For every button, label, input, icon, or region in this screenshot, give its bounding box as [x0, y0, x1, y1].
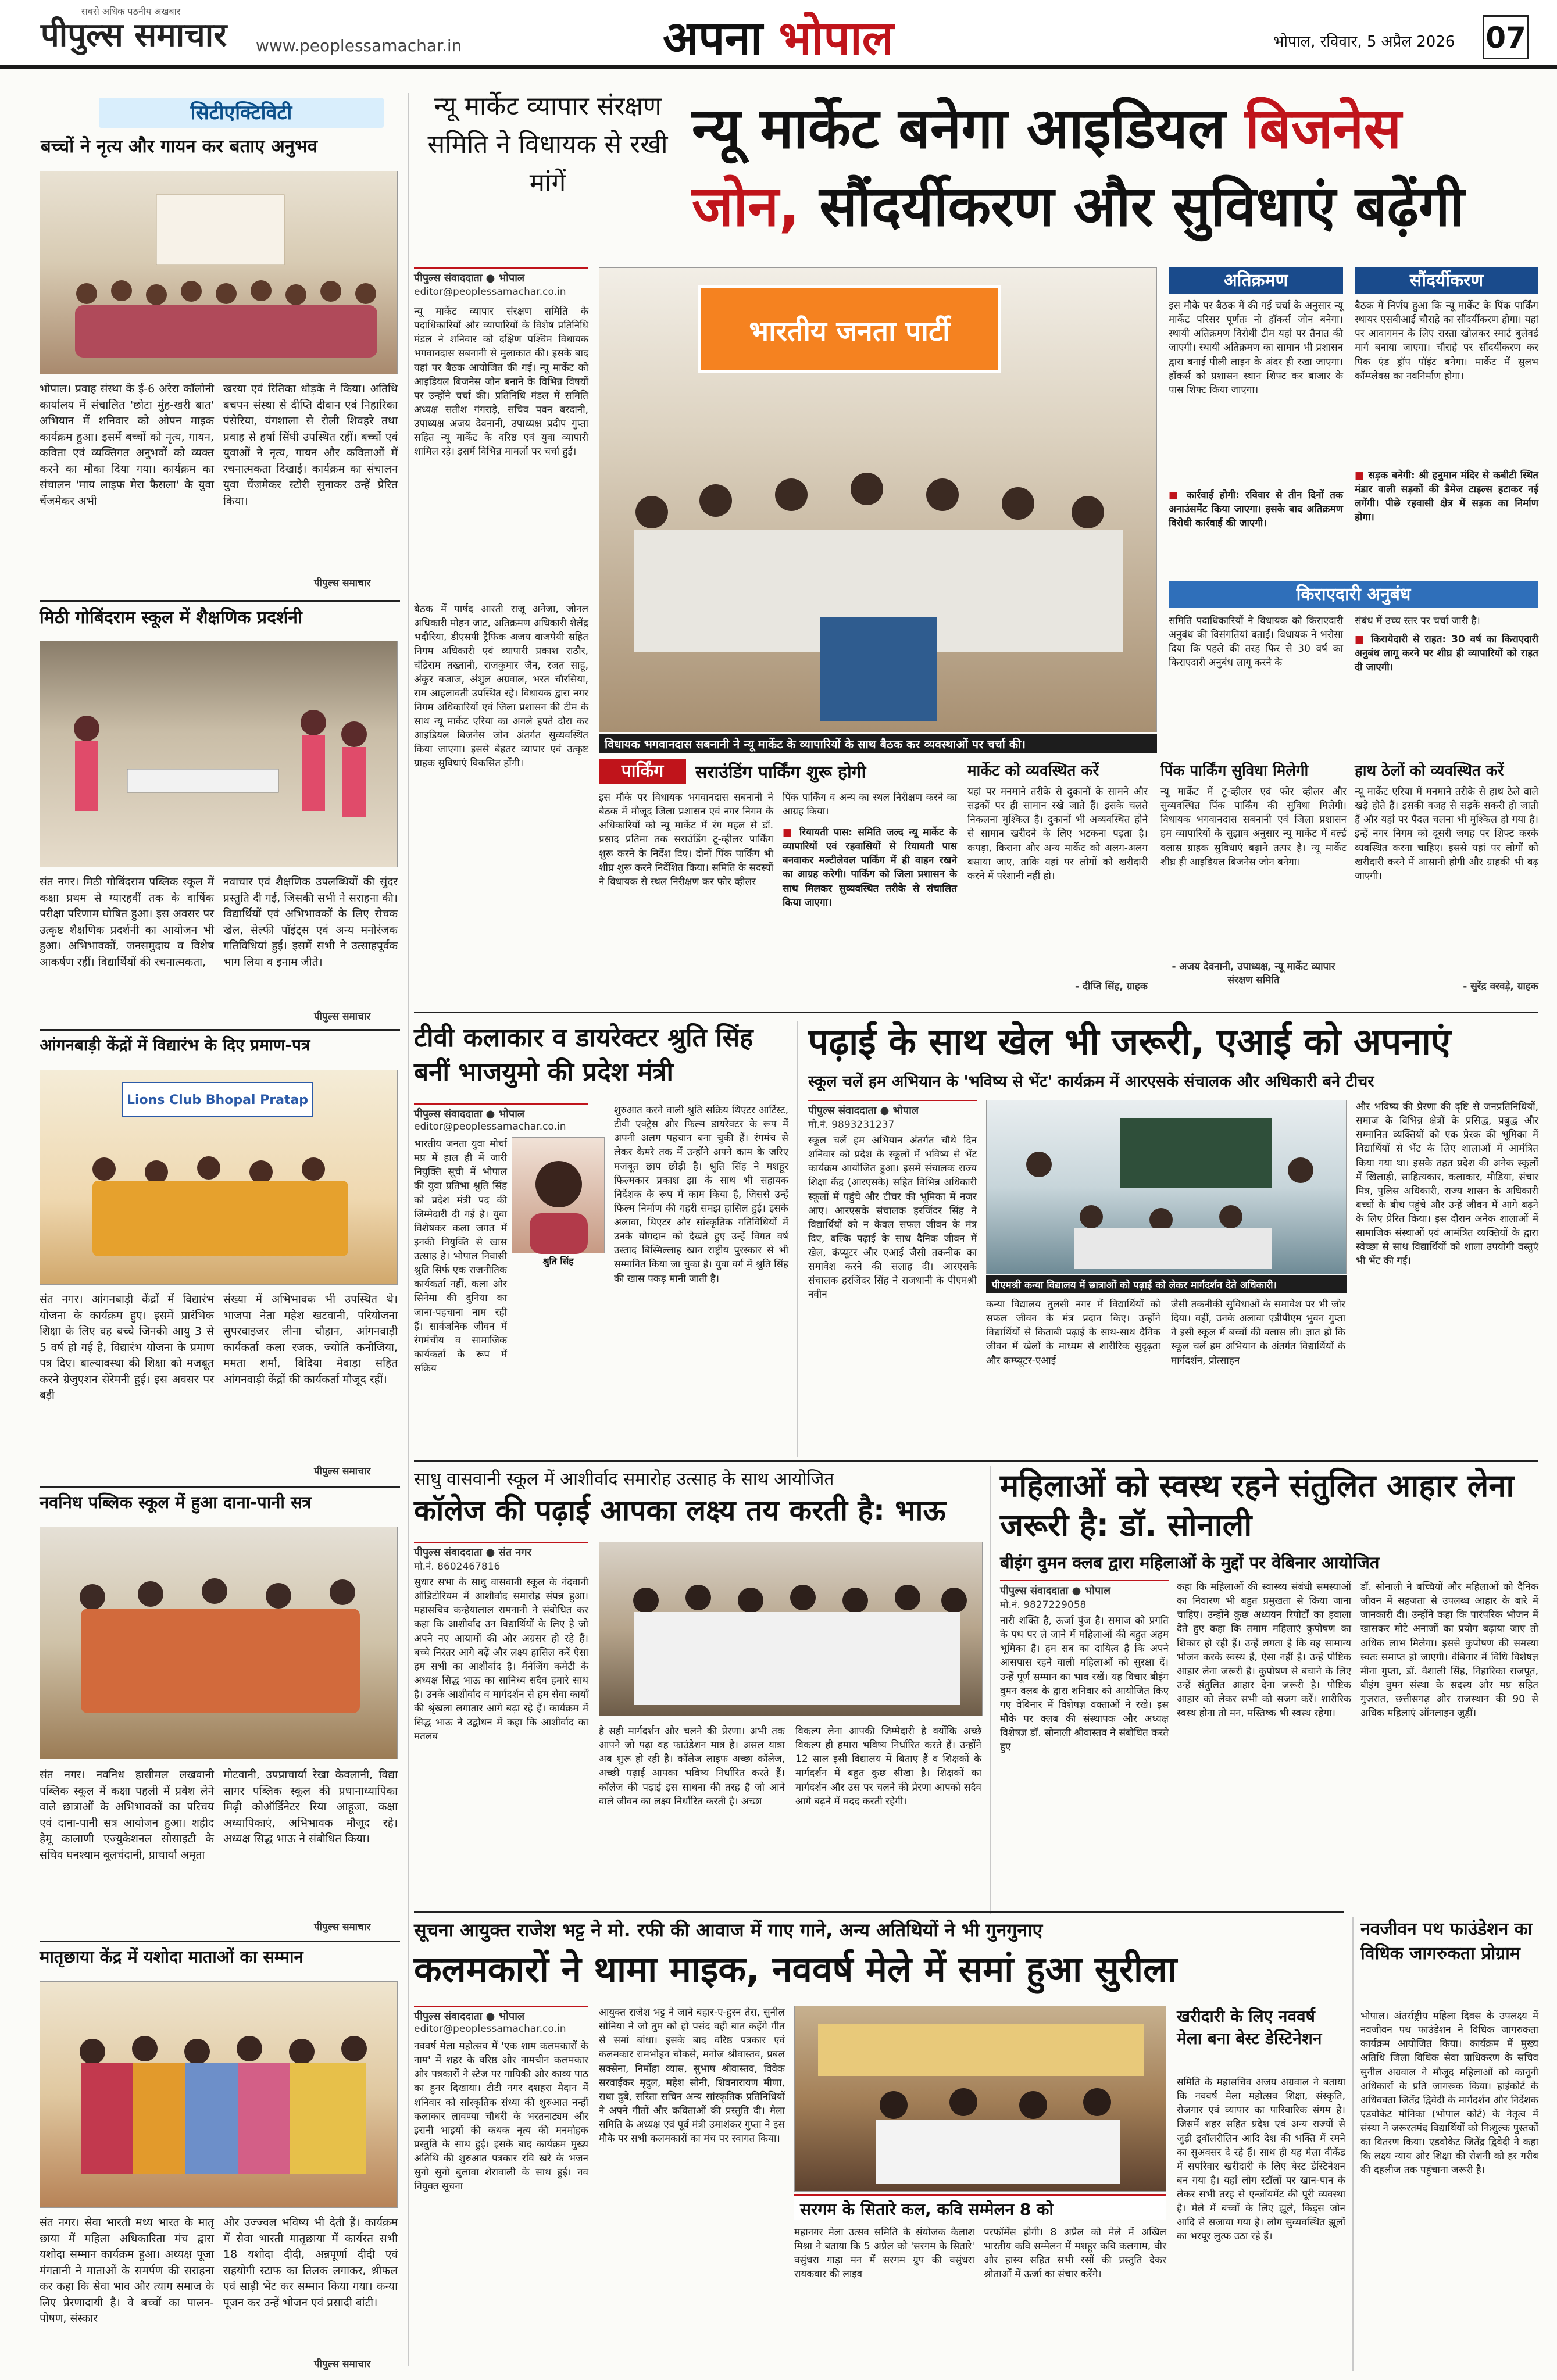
college-photo [599, 1542, 983, 1716]
lead-byline: पीपुल्स संवाददाता ● भोपाल [414, 267, 588, 286]
encroachment-action: ■ कार्रवाई होगी: रविवार से तीन दिनों तक अनाउंसमेंट किया जाएगा। इसके बाद अतिक्रमण विरोधी कार्रवाई की जाएगी। [1169, 488, 1343, 576]
tenancy-body-b: संबंध में उच्च स्तर पर चर्चा जारी है। [1355, 615, 1480, 627]
actress-headline[interactable]: टीवी कलाकार व डायरेक्टर श्रुति सिंह बनीं भाजयुमो की प्रदेश मंत्री [414, 1023, 753, 1088]
encroachment-body: इस मौके पर बैठक में की गई चर्चा के अनुसार न्यू मार्केट परिसर पूर्णतः नो हॉकर्स जोन बनेगा। स्थायी अतिक्रमण विरोधी टीम यहां पर तैनात की जाएगी। स्थायी अतिक्रमण का सामान भी प्रशासन द्वारा बनाई पीली लाइन के अंदर ही रखा जाएगा। हॉकर्स को प्रशासन स्थान शिफ्ट कर बाजार के पास शिफ्ट किया जाएगा। [1169, 300, 1343, 396]
lead-headline-line1[interactable]: न्यू मार्केट बनेगा आइडियल बिजनेस [692, 96, 1402, 161]
school-exhibition-photo [40, 641, 398, 867]
mothers-credit: पीपुल्स समाचार [314, 2358, 371, 2370]
city-activity-headline[interactable]: बच्चों ने नृत्य और गायन कर बताए अनुभव [41, 136, 318, 157]
actress-byline: पीपुल्स संवाददाता ● भोपाल [414, 1103, 588, 1121]
quote-3-body: न्यू मार्केट एरिया में मनमाने तरीके से हाथ ठेले वाले खड़े होते हैं। इसकी वजह से सड़कें सकरी हो जाती हैं और यहां पर पैदल चलना भी मुश्किल हो गया है। इन्हें नगर निगम को दूसरी जगह पर शिफ्ट करके व्यवस्थित करना चाहिए। इससे यहां पर लोगों को खरीदारी करने में आसानी होगी और ग्राहकी भी बढ़ जाएगी। [1355, 786, 1538, 882]
education-body-a: स्कूल चलें हम अभियान अंतर्गत चौथे दिन शनिवार को प्रदेश के स्कूलों में भविष्य से भेंट कार्यक्रम आयोजित हुआ। इसमें संचालक राज्य शिक्षा केंद्र (आरएसके) सहित विभिन्न अधिकारी स्कूलों में पहुंचे और टीचर की भूमिका में नजर आए। आरएसके संचालक हरजिंदर सिंह ने विद्यार्थियों को न केवल सफल जीवन के मंत्र दिए, बल्कि पढ़ाई के साथ दैनिक जीवन में खेल, कंप्यूटर और एआई जैसी तकनीक का समावेश करने की सलाह दी। आरएसके संचालक हरजिंदर सिंह ने राजधानी के पीएमश्री नवीन [808, 1135, 977, 1301]
navjeevan-body: भोपाल। अंतर्राष्ट्रीय महिला दिवस के उपलक्ष्य में नवजीवन पथ फाउंडेशन ने विधिक जागरुकता कार्यक्रम आयोजित किया। कार्यक्रम में मुख्य अतिथि जिला विधिक सेवा प्राधिकरण के सचिव सुनील अग्रवाल ने मौजूद महिलाओं को कानूनी अधिकारों के प्रति जागरूक किया। हाईकोर्ट के अधिवक्ता जितेंद्र द्विवेदी के मार्गदर्शन और निर्देशक एडवोकेट मोनिका (भोपाल कोर्ट) के नेतृत्व में संस्था ने जरूरतमंद विद्यार्थियों को निःशुल्क पुस्तकों का वितरण किया। एडवोकेट जितेंद्र द्विवेदी ने कहा कि लक्ष्य न्याय और शिक्षा की रोशनी को हर गरीब की दहलीज तक पहुंचाना जरूरी है। [1360, 2010, 1538, 2177]
quote-2-body: न्यू मार्केट में टू-व्हीलर एवं फोर व्हीलर और सुव्यवस्थित पिंक पार्किंग की सुविधा मिलेगी। विधायक भगवानदास सबनानी एवं जिला प्रशासन हम व्यापारियों के सुझाव अनुसार न्यू मार्केट में वर्ल्ड क्लास ग्राहक सुविधाएं बढ़ाने तत्पर है। न्यू मार्केट शीघ्र ही आइडियल बिजनेस जोन बनेगा। [1160, 786, 1347, 868]
actress-photo-label: श्रुति सिंह [542, 1256, 574, 1267]
lead-body-a: न्यू मार्केट व्यापार संरक्षण समिति के पदाधिकारियों और व्यापारियों के विशेष प्रतिनिधि मंडल ने शनिवार को दक्षिण पश्चिम विधायक भगवानदास सबनानी से मुलाकात की। इसके बाद यहां पर बैठक आयोजित की गई। न्यू मार्केट को आइडियल बिजनेस जोन बनाने के विभिन्न विषयों पर उन्होंने चर्चा की। प्रतिनिधि मंडल में समिति अध्यक्ष सतीश गंगराड़े, सचिव पवन बरदानी, उपाध्यक्ष अजय देवनानी, उपाध्यक्ष प्रदीप गुप्ता सहित न्यू मार्केट के वरिष्ठ एवं युवा व्यापारी शामिल रहे। इसमें विभिन्न मामलों पर चर्चा हुई। [414, 306, 588, 458]
women-deck: बीइंग वुमन क्लब द्वारा महिलाओं के मुद्दों पर वेबिनार आयोजित [1000, 1553, 1380, 1573]
quote-1-author: - दीप्ति सिंह, ग्राहक [1074, 981, 1148, 992]
parking-tag: पार्किंग [599, 759, 686, 784]
mela-body-b: आयुक्त राजेश भट्ट ने जाने बहार-ए-हुस्न तेरा, सुनील सोनिया ने जो तुम को हो पसंद वही बात कहेंगे गीत से समां बांधा। इसके बाद वरिष्ठ पत्रकार एवं कलमकार रामभोहन चौकसे, मनोज श्रीवास्तव, प्रबल सक्सेना, निर्मोहा व्यास, सुभाष श्रीवास्तव, विवेक सरवाईकर मृदुल, महेश सोनी, शिवनारायण मीणा, राधा दुबे, सरिता सचिन अन्य सांस्कृतिक प्रतिनिधियों ने अपने गीतों और कविताओं की प्रस्तुति दी। मेला समिति के अध्यक्ष एवं पूर्व मंत्री उमाशंकर गुप्ता ने इस मौके पर सभी कलमकारों का मंच पर स्वागत किया। [599, 2007, 785, 2145]
section-title: अपना भोपाल [663, 11, 894, 65]
anganwadi-credit: पीपुल्स समाचार [314, 1466, 371, 1477]
water-camp-body-b: मोटवानी, उपप्राचार्या रेखा केवलानी, विद्या सागर पब्लिक स्कूल की प्रधानाध्यापिका मिढ़ी कोऑर्डिनेटर रिया आहूजा, कक्षा अध्यापिकाएं, अभिभावक मौजूद रहे। अध्यक्ष सिद्ध भाऊ ने संबोधित किया। [223, 1768, 398, 1846]
parking-action: ■ रियायती पास: समिति जल्द न्यू मार्केट के व्यापारियों एवं रहवासियों से रियायती पास बनवाकर मल्टीलेवल पार्किंग में ही वाहन रखने का आग्रह करेगी। पार्किंग को जिला प्रशासन के साथ मिलकर सुव्यवस्थित तरीके से संचालित किया जाएगा। [783, 827, 957, 909]
navjeevan-headline[interactable]: नवजीवन पथ फाउंडेशन का विधिक जागरुकता प्रोग्राम [1360, 1919, 1533, 1964]
tenancy-action: ■ किरायेदारी से राहत: 30 वर्ष का किराएदारी अनुबंध लागू करने पर शीघ्र ही व्यापारियों को राहत दी जाएगी। [1355, 634, 1539, 674]
mela-shop-body: समिति के महासचिव अजय अग्रवाल ने बताया कि नववर्ष मेला महोत्सव शिक्षा, संस्कृति, रोजगार एवं व्यापार का पारिवारिक संगम है। जिसमें शहर सहित प्रदेश एवं अन्य राज्यों से जुड़ी ड्वॉलरीलिन आदि देश की भक्ति में रमने का सुअवसर दे रहे हैं। साथ ही यह मेला वीकेंड में सपरिवार खरीदारी के लिए बेस्ट डेस्टिनेशन बन गया है। यहां लोग स्टॉलों पर खान-पान के लेकर सभी तरह से एन्जॉयमेंट की पूरी व्यवस्था है। मेले में बच्चों के लिए झूले, किड्स जोन आदि से सजाया गया है। लोग सुव्यवस्थित झूलों का भरपूर लुत्फ उठा रहे हैं। [1177, 2077, 1345, 2243]
anganwadi-body-b: संख्या में अभिभावक भी उपस्थित थे। भाजपा नेता महेश खटवानी, परियोजना सुपरवाइजर लीना चौहान, आंगनवाड़ी कार्यकर्ता कला रजक, ज्योति कनौजिया, ममता शर्मा, विदिया मेवाड़ा सहित आंगनवाड़ी केंद्रों की कार्यकर्ता मौजूद रहीं। [223, 1293, 398, 1386]
education-deck: स्कूल चलें हम अभियान के 'भविष्य से भेंट' कार्यक्रम में आरएसके संचालक और अधिकारी बने टीचर [808, 1073, 1374, 1091]
masthead [0, 0, 1557, 69]
divider [414, 1911, 1344, 1913]
quote-3-title: हाथ ठेलों को व्यवस्थित करें [1355, 762, 1504, 780]
mothers-photo [40, 1981, 398, 2208]
mothers-headline[interactable]: मातृछाया केंद्र में यशोदा माताओं का सम्मान [40, 1947, 303, 1967]
column-divider [990, 1466, 991, 1914]
column-divider [408, 93, 409, 2366]
lead-headline-line2[interactable]: जोन, सौंदर्यीकरण और सुविधाएं बढ़ेंगी [692, 174, 1465, 239]
tenancy-title: किराएदारी अनुबंध [1169, 581, 1538, 608]
women-body-c: डॉ. सोनाली ने बच्चियों और महिलाओं को दैनिक जीवन में सहजता से उपलब्ध आहार के बारे में जानकारी दी। उन्होंने कहा कि पारंपरिक भोजन में खासकर मोटे अनाजों का प्रयोग बढ़ाया जाए तो अधिक लाभ मिलेगा। इससे कुपोषण की समस्या स्वतः समाप्त हो जाएगी। वेबिनार में विधि विशेषज्ञ मीना गुप्ता, डॉ. वैशाली सिंह, निहारिका राजपूत, बीइंग वुमन संस्था के सदस्य और मप्र सहित गुजरात, छत्तीसगढ़ और राजस्थान की 90 से अधिक महिलाएं ऑनलाइन जुड़ीं। [1360, 1581, 1538, 1720]
mela-body-d: परफॉर्मेंस होगी। 8 अप्रैल को मेले में अखिल भारतीय कवि सम्मेलन में मशहूर कवि कलगाम, वीर और हास्य सहित सभी रसों की प्रस्तुति देकर श्रोताओं में ऊर्जा का संचार करेंगे। [984, 2227, 1166, 2281]
women-body-b: कहा कि महिलाओं की स्वास्थ्य संबंधी समस्याओं का निवारण भी बहुत प्रमुखता से किया जाना चाहिए। उन्होंने कुछ अध्ययन रिपोर्टों का हवाला देते हुए कहा कि तमाम महिलाएं कुपोषण का शिकार हो रही हैं। उन्हें लगता है कि वह सामान्य भोजन करके स्वस्थ हैं, ऐसा नहीं है। उन्हें पौष्टिक आहार लेना जरूरी है। कुपोषण से बचाने के लिए उन्हें संतुलित आहार देना जरूरी है। पौष्टिक आहार को लेकर सभी को सजग करें। शारीरिक स्वस्थ होना तो मन, मस्तिष्क भी स्वस्थ रहेगा। [1177, 1581, 1351, 1720]
water-camp-body-a: संत नगर। नवनिध हासीमल लखवानी पब्लिक स्कूल में कक्षा पहली में प्रवेश लेने वाले छात्राओं के अभिभावकों का परिचय एवं दाना-पानी सत्र आयोजन हुआ। शहीद हेमू कालाणी एज्युकेशनल सोसाइटी के सचिव घनश्याम बूलचंदानी, प्राचार्या अमृता [40, 1768, 214, 1861]
divider [414, 1012, 1538, 1013]
column-divider [797, 1021, 798, 1457]
quote-2-title: पिंक पार्किंग सुविधा मिलेगी [1160, 762, 1309, 780]
quote-3-author: - सुरेंद्र वरवड़े, ग्राहक [1463, 981, 1538, 992]
education-byline: पीपुल्स संवाददाता ● भोपाल [808, 1100, 977, 1117]
education-photo [986, 1100, 1347, 1274]
newspaper-logo[interactable]: सबसे अधिक पठनीय अखबार पीपुल्स समाचार [41, 6, 227, 54]
anganwadi-photo [40, 1070, 398, 1285]
divider [40, 1941, 400, 1942]
education-headline[interactable]: पढ़ाई के साथ खेल भी जरूरी, एआई को अपनाएं [808, 1020, 1451, 1063]
city-activity-credit: पीपुल्स समाचार [314, 577, 371, 589]
mela-headline[interactable]: कलमकारों ने थामा माइक, नववर्ष मेले में समां हुआ सुरीला [414, 1948, 1177, 1991]
mela-body-a: नववर्ष मेला महोत्सव में 'एक शाम कलमकारों के नाम' में शहर के वरिष्ठ और नामचीन कलमकार और पत्रकारों ने स्टेज पर गायिकी और काव्य पाठ का हुनर दिखाया। टीटी नगर दशहरा मैदान में शनिवार को सांस्कृतिक संध्या की शुरुआत नन्हीं कलाकार लावण्या चौधरी के भरतनाट्यम और इरानी भाइयों की कथक नृत्य की मनमोहक प्रस्तुति के साथ हुई। इसके बाद कार्यक्रम मुख्य अतिथि की शुरुआत पत्रकार रवि खरे के भजन सुनो सुनो बुलावा शेरावाली के साथ हुई। नव नियुक्त सूचना [414, 2040, 588, 2193]
actress-email[interactable]: editor@peoplessamachar.co.in [414, 1121, 566, 1132]
bjp-banner: भारतीय जनता पार्टी [698, 285, 1001, 373]
mela-deck: सूचना आयुक्त राजेश भट्ट ने मो. रफी की आवाज में गाए गाने, अन्य अतिथियों ने भी गुनगुनाए [414, 1919, 1043, 1941]
lead-body-b: बैठक में पार्षद आरती राजू अनेजा, जोनल अधिकारी मोहन जाट, अतिक्रमण अधिकारी शैलेंद्र भदौरिया, डीएसपी ट्रैफिक अजय वाजपेयी सहित निगम अधिकारी एवं व्यापारी प्रकाश राठौर, चंद्रिराम तख्तानी, राजकुमार जैन, रजत साहू, अंकुर बजाज, अंशुल अग्रवाल, भरत चौरसिया, राम आहलावती उपस्थित रहे। विधायक द्वारा नगर निगम अधिकारियों एवं जिला प्रशासन की टीम के साथ न्यू मार्केट एरिया का अगले हफ्ते दौरा कर आइडियल बिजनेस जोन अंतर्गत सुव्यवस्थित किया जाएगा। इससे बेहतर व्यापार एवं उत्कृष्ट ग्राहक सुविधाएं विकसित होंगी। [414, 603, 588, 770]
city-activity-photo [40, 171, 398, 374]
college-byline: पीपुल्स संवाददाता ● संत नगर [414, 1542, 588, 1559]
school-exhibition-credit: पीपुल्स समाचार [314, 1011, 371, 1023]
divider [414, 1460, 1538, 1462]
page-number: 07 [1483, 15, 1529, 59]
city-activity-body-a: भोपाल। प्रवाह संस्था के ई-6 अरेरा कॉलोनी कार्यालय में संचालित 'छोटा मुंह-खरी बात' अभियान में शनिवार को ओपन माइक कार्यक्रम हुआ। इसमें बच्चों को नृत्य, गायन, कविता एवं व्यक्तिगत अनुभवों को व्यक्त करने का मौका दिया गया। कार्यक्रम का संचालन 'माय लाइफ मेरा फैसला' के युवा चेंजमेकर अभी [40, 383, 214, 508]
college-phone[interactable]: मो.नं. 8602467816 [414, 1561, 501, 1573]
college-deck: साधु वासवानी स्कूल में आशीर्वाद समारोह उत्साह के साथ आयोजित [414, 1469, 834, 1489]
quote-1-body: यहां पर मनमाने तरीके से दुकानों के सामने और सड़कों पर ही सामान रखे जाते हैं। इसके चलते निकलना मुश्किल है। दुकानों भी अव्यवस्थित होने से सामान खरीदने के लिए भटकना पड़ता है। कपड़ा, किराना और अन्य मार्केट को अलग-अलग बसाया जाए, ताकि यहां पर लोगों को खरीदारी करने में परेशानी नहीं हो। [967, 786, 1148, 882]
mela-photo-caption: सरगम के सितारे कल, कवि सम्मेलन 8 को [794, 2194, 1166, 2220]
mela-email[interactable]: editor@peoplessamachar.co.in [414, 2023, 566, 2035]
women-byline: पीपुल्स संवाददाता ● भोपाल [1000, 1580, 1169, 1598]
parking-body-a: इस मौके पर विधायक भगवानदास सबनानी ने बैठक में मौजूद जिला प्रशासन एवं नगर निगम के अधिकारियों को न्यू मार्केट में रंग महल से डॉ. प्रसाद प्रतिमा तक सराउंडिंग टू-व्हीलर पार्किंग शुरू करने के निर्देश दिए। दोनों पिंक पार्किंग भी शीघ्र शुरू करने निर्देशित किया। समिति के सदस्यों ने विधायक से स्थल निरीक्षण कर फोर व्हीलर [599, 792, 773, 888]
college-body-a: सुधार सभा के साधु वासवानी स्कूल के नंदवानी ऑडिटोरियम में आशीर्वाद समारोह संपन्न हुआ। महासचिव कन्हैयालाल रामनानी ने संबोधित कर कहा कि आशीर्वाद उन विद्यार्थियों के लिए है जो अपने नए आयामों की ओर अग्रसर हो रहे हैं। बच्चे निरंतर आगे बढ़ें और लक्ष्य हासिल करें ऐसा हम सभी का आशीर्वाद है। मैंनेजिंग कमेटी के अध्यक्ष सिद्ध भाऊ का सानिध्य सदैव हमारे साथ है। उनके आशीर्वाद व मार्गदर्शन से हम सेवा कार्यों की श्रृंखला लगातार आगे बढ़ा रहे हैं। कार्यक्रम में सिद्ध भाऊ ने उद्बोधन में कहा कि आशीर्वाद का मतलब [414, 1577, 588, 1743]
education-body-b: कन्या विद्यालय तुलसी नगर में विद्यार्थियों को सफल जीवन के मंत्र प्रदान किए। उन्होंने विद्यार्थियों से किताबी पढ़ाई के साथ-साथ दैनिक जीवन में खेलों के माध्यम से शारीरिक सुदृढ़ता और कम्प्यूटर-एआई [986, 1299, 1160, 1367]
city-activity-kicker: सिटीएक्टिविटी [99, 98, 384, 128]
classroom-illustration [987, 1100, 1347, 1275]
lead-photo-caption: विधायक भगवानदास सबनानी ने न्यू मार्केट के व्यापारियों के साथ बैठक कर व्यवस्थाओं पर चर्चा की। [599, 734, 1157, 753]
beautify-body: बैठक में निर्णय हुआ कि न्यू मार्केट के पिंक पार्किंग स्थायर एसबीआई चौराहे का सौंदर्यीकरण होगा। यहां पर आवागमन के लिए रास्ता खोलकर स्मार्ट बुलेवर्ड मार्ग बनाया जाएगा। चौराहे पर सौंदर्यीकरण कर पिक एंड ड्रॉप पॉइंट बनेगा। मार्केट में सुलभ कॉम्प्लेक्स का नवनिर्माण होगा। [1355, 300, 1538, 382]
women-phone[interactable]: मो.नं. 9827229058 [1000, 1599, 1087, 1611]
logo-tagline: सबसे अधिक पठनीय अखबार [81, 6, 181, 17]
women-body-a: नारी शक्ति है, ऊर्जा पुंज है। समाज को प्रगति के पथ पर ले जाने में महिलाओं की बहुत अहम भूमिका है। हम सब का दायित्व है कि अपने आसपास रहने वाली महिलाओं को सुरक्षा दें। उन्हें पूर्ण सम्मान का भाव रखें। यह विचार बीइंग वुमन क्लब के द्वारा शनिवार को आयोजित किए गए वेबिनार में विशेषज्ञ वक्ताओं ने रखे। इस मौके पर क्लब की संस्थापक और अध्यक्ष विशेषज्ञ डॉ. सोनाली श्रीवास्तव ने संबोधित करते हुए [1000, 1615, 1169, 1753]
school-exhibition-body-b: नवाचार एवं शैक्षणिक उपलब्धियों की सुंदर प्रस्तुति दी गई, जिसकी सभी ने सराहना की। विद्यार्थियों एवं अभिभावकों के लिए रोचक खेल, सेल्फी पॉइंट्स एवं अन्य मनोरंजक गतिविधियां हुईं। इसमें सभी ने उत्साहपूर्वक भाग लिया व इनाम जीते। [223, 875, 398, 969]
lions-club-banner: Lions Club Bhopal Pratap [122, 1082, 313, 1117]
mela-photo [794, 2006, 1166, 2192]
water-camp-credit: पीपुल्स समाचार [314, 1921, 371, 1933]
anganwadi-headline[interactable]: आंगनबाड़ी केंद्रों में विद्यारंभ के दिए प्रमाण-पत्र [40, 1035, 310, 1055]
mela-shop-title[interactable]: खरीदारी के लिए नववर्ष मेला बना बेस्ट डेस्टिनेशन [1177, 2007, 1322, 2048]
college-body-c: विकल्प लेना आपकी जिम्मेदारी है क्योंकि अच्छे विकल्प ही हमारा भविष्य निर्धारित करते हैं। उन्होंने 12 साल इसी विद्यालय में बिताए हैं व शिक्षकों के मार्गदर्शन में बहुत कुछ सीखा है। शिक्षकों का मार्गदर्शन और उस पर चलने की प्रेरणा आपको सदैव आगे बढ़ने में मदद करती रहेगी। [795, 1725, 981, 1807]
tenancy-body-a: समिति पदाधिकारियों ने विधायक को किराएदारी अनुबंध की विसंगतियां बताईं। विधायक ने भरोसा दिया कि पहले की तरह फिर से 30 वर्ष का किराएदारी अनुबंध लागू करने के [1169, 615, 1343, 669]
website-link[interactable]: www.peoplessamachar.in [256, 36, 462, 55]
water-camp-headline[interactable]: नवनिध पब्लिक स्कूल में हुआ दाना-पानी सत्र [40, 1492, 312, 1512]
lead-deck: न्यू मार्केट व्यापार संरक्षण समिति ने विधायक से रखी मांगें [427, 91, 668, 198]
children-group-illustration [40, 171, 398, 375]
women-honour-illustration [40, 1982, 398, 2209]
stage-illustration [795, 2006, 1167, 2192]
divider [40, 1029, 400, 1031]
students-illustration [40, 1527, 398, 1760]
city-activity-body-b: खरया एवं रितिका धोड़के ने किया। अतिथि बचपन संस्था से दीप्ति दीवान एवं निहारिका पंसेरिया, यंगशाला से रोली शिवहरे तथा प्रवाह से हर्षा सिंघी उपस्थित रहीं। बच्चों एवं युवाओं ने नृत्य, गायन और कविताओं में रचनात्मकता दिखाई। कार्यक्रम का संचालन युवा चेंजमेकर स्टोरी सुनाकर उन्हें प्रेरित किया। [223, 383, 398, 508]
anganwadi-body-a: संत नगर। आंगनबाड़ी केंद्रों में विद्यारंभ योजना के कार्यक्रम हुए। इसमें प्रारंभिक शिक्षा के लिए वह बच्चे जिनकी आयु 3 से 5 वर्ष हो गई है, विद्यारंभ योजना के प्रमाण पत्र दिए। बाल्यावस्था की शिक्षा को मजबूत करने ग्रेजुएशन सेरेमनी हुई। इस अवसर पर बड़ी [40, 1293, 214, 1402]
education-body-d: और भविष्य की प्रेरणा की दृष्टि से जनप्रतिनिधियों, समाज के विभिन्न क्षेत्रों के प्रसिद्ध, प्रबुद्ध और सम्मानित व्यक्तियों को एक प्रेरक की भूमिका में विद्यार्थियों से भेंट के लिए शालाओं में आमंत्रित किया गया था। इसके तहत प्रदेश की अनेक स्कूलों में खिलाड़ी, साहित्यकार, कलाकार, मीडिया, संचार मित्र, पुलिस अधिकारी, राज्य शासन के अधिकारी बच्चों के बीच पहुंचे और उन्हें जीवन में आगे बढ़ने के लिए प्रेरित किया। इस दौरान अनेक शालाओं में सामाजिक संस्थाओं एवं आमंत्रित व्यक्तियों के द्वारा स्वेच्छा से साथ विद्यार्थियों को शाला उपयोगी वस्तुएं भी भेंट की गईं। [1356, 1101, 1538, 1267]
college-headline[interactable]: कॉलेज की पढ़ाई आपका लक्ष्य तय करती है: भाऊ [414, 1493, 946, 1527]
divider [40, 600, 400, 602]
parking-headline[interactable]: सराउंडिंग पार्किंग शुरू होगी [695, 762, 866, 782]
dateline: भोपाल, रविवार, 5 अप्रैल 2026 [1273, 33, 1455, 51]
school-exhibition-body-a: संत नगर। मिठी गोबिंदराम पब्लिक स्कूल में कक्षा प्रथम से ग्यारहवीं तक के वार्षिक परीक्षा परिणाम घोषित हुआ। इस अवसर पर उत्कृष्ट शैक्षणिक प्रदर्शनी का आयोजन भी हुआ। अभिभावकों, जनसमुदाय व विशेष आकर्षण रहीं। विद्यार्थियों की रचनात्मकता, [40, 875, 214, 969]
school-exhibition-headline[interactable]: मिठी गोबिंदराम स्कूल में शैक्षणिक प्रदर्शनी [40, 607, 302, 628]
quote-1-title: मार्केट को व्यवस्थित करें [967, 762, 1099, 780]
actress-body-b: शुरुआत करने वाली श्रुति सक्रिय थिएटर आर्टिस्ट, टीवी एक्ट्रेस और फिल्म डायरेक्टर के रूप में अपनी अलग पहचान बना चुकी हैं। रंगमंच से लेकर कैमरे तक में उन्होंने अपने काम के जरिए मजबूत छाप छोड़ी है। श्रुति सिंह ने मशहूर फिल्मकार प्रकाश झा के साथ भी सहायक निर्देशक के रूप में काम किया है, जिससे उन्हें फिल्म निर्माण की गहरी समझ हासिल हुई। इसके अलावा, थिएटर और सांस्कृतिक गतिविधियों में उनके योगदान को देखते हुए उन्हें विगत वर्ष उस्ताद बिस्मिल्लाह खान राष्ट्रीय पुरस्कार से भी सम्मानित किया जा चुका है। युवा वर्ग में श्रुति सिंह की खास पकड़ मानी जाती है। [614, 1105, 788, 1285]
beautify-title: सौंदर्यीकरण [1355, 267, 1538, 294]
lead-email[interactable]: editor@peoplessamachar.co.in [414, 286, 566, 298]
college-body-b: है सही मार्गदर्शन और चलने की प्रेरणा। अभी तक आपने जो पढ़ा वह फाउंडेशन मात्र है। असल यात्रा अब शुरू हो रही है। कॉलेज लाइफ अच्छा कॉलेज, अच्छी पढ़ाई आपका भविष्य निर्धारित करते हैं। कॉलेज की पढ़ाई इस साधना की तरह है जो आने वाले जीवन का लक्ष्य निर्धारित करती है। अच्छा [599, 1725, 785, 1807]
encroachment-title: अतिक्रमण [1169, 267, 1343, 294]
education-photo-caption: पीएमश्री कन्या विद्यालय में छात्राओं को पढ़ाई को लेकर मार्गदर्शन देते अधिकारी। [986, 1275, 1347, 1293]
actress-body-a: भारतीय जनता युवा मोर्चा मप्र में हाल ही में जारी नियुक्ति सूची में भोपाल की युवा प्रतिभा श्रुति सिंह को प्रदेश मंत्री पद की जिम्मेदारी दी गई है। युवा विशेषकर कला जगत में इनकी नियुक्ति से खास उत्साह है। भोपाल निवासी श्रुति सिर्फ एक राजनीतिक कार्यकर्ता नहीं, कला और सिनेमा की दुनिया का जाना-पहचाना नाम रही हैं। सार्वजनिक जीवन में रंगमंचीय व सामाजिक कार्यकर्ता के रूप में सक्रिय [414, 1138, 507, 1374]
mela-body-c: महानगर मेला उत्सव समिति के संयोजक कैलाश मिश्रा ने बताया कि 5 अप्रैल को 'सरगम के सितारे' वसुंधरा गाड़ा मन में सरगम ग्रुप की वसुंधरा रायकवार की लाइव [794, 2227, 974, 2281]
mothers-body-a: संत नगर। सेवा भारती मध्य भारत के मातृ छाया में महिला अधिकारिता मंच द्वारा यशोदा सम्मान कार्यक्रम हुआ। अध्यक्ष पूजा मंगतानी ने माताओं के समर्पण की सराहना कर कहा कि सेवा भाव और त्याग समाज के लिए प्रेरणादायी है। वे बच्चों का पालन-पोषण, संस्कार [40, 2216, 214, 2325]
education-body-c: जैसी तकनीकी सुविधाओं के समावेश पर भी जोर दिया। वहीं, उनके अलावा एडीपीएम भुवन गुप्ता ने इसी स्कूल में बच्चों की क्लास ली। ज्ञात हो कि स्कूल चलें हम अभियान के अंतर्गत विद्यार्थियों के मार्गदर्शन, प्रोत्साहन [1171, 1299, 1345, 1367]
quote-2-author: - अजय देवनानी, उपाध्यक्ष, न्यू मार्केट व्यापार संरक्षण समिति [1172, 961, 1335, 986]
parking-body-b: पिंक पार्किंग व अन्य का स्थल निरीक्षण करने का आग्रह किया। [783, 792, 957, 818]
mothers-body-b: और उज्ज्वल भविष्य भी देती हैं। कार्यक्रम में सेवा भारती मातृछाया में कार्यरत सभी 18 यशोदा दीदी, अन्नपूर्णा दीदी एवं सहयोगी स्टाफ का तिलक लगाकर, श्रीफल एवं साड़ी भेंट कर सम्मान किया गया। कन्या पूजन कर उन्हें भोजन एवं प्रसादी बांटी। [223, 2216, 398, 2309]
education-phone[interactable]: मो.नं. 9893231237 [808, 1119, 895, 1131]
beautify-action: ■ सड़क बनेगी: श्री हनुमान मंदिर से कबीटी स्थित मंडार वाली सड़कों की डैमेज टाइल्स हटाकर नई लगेंगी। पीछे रहवासी क्षेत्र में सड़क का निर्माण होगा। [1355, 470, 1538, 524]
ceremony-illustration [599, 1542, 983, 1717]
women-headline[interactable]: महिलाओं को स्वस्थ रहने संतुलित आहार लेना जरूरी है: डॉ. सोनाली [1000, 1467, 1515, 1543]
lead-meeting-photo [599, 267, 1157, 732]
exhibition-illustration [40, 641, 398, 868]
divider [40, 1486, 400, 1488]
column-divider [1352, 1917, 1354, 2371]
water-camp-photo [40, 1527, 398, 1759]
mela-byline: पीपुल्स संवाददाता ● भोपाल [414, 2006, 588, 2023]
